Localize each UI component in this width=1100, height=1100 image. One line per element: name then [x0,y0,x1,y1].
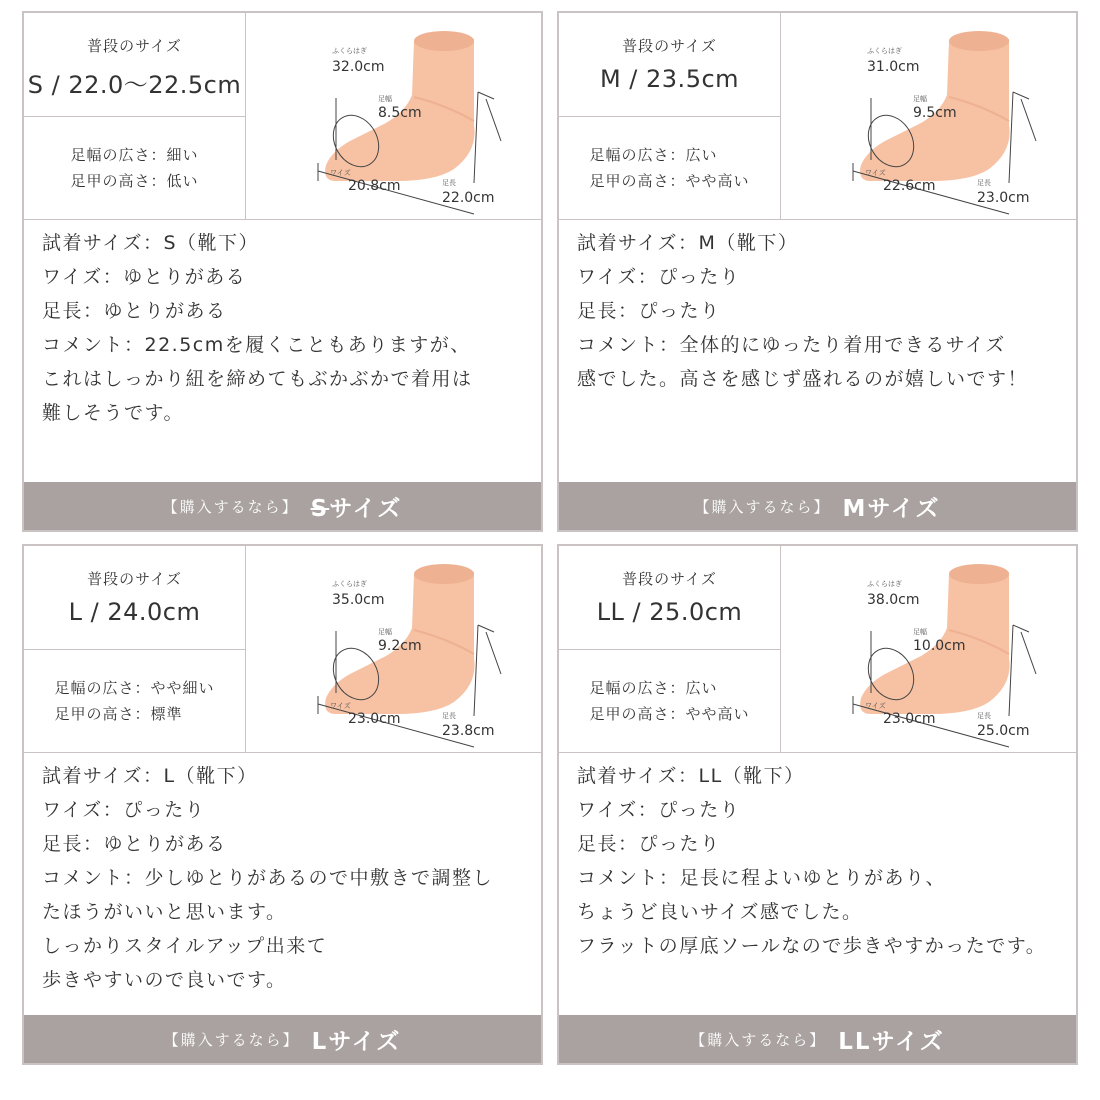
fit-info-cell [24,650,246,753]
review-line: 足長：ぴったり [577,833,721,855]
instep-height-line: 足甲の高さ：標準 [54,705,183,723]
size-card-s [22,11,543,532]
size-card-m [557,11,1078,532]
wise-value: 20.8cm [348,178,401,194]
review-line: 試着サイズ：L（靴下） [42,765,258,787]
calf-value: 38.0cm [867,592,920,608]
review-text [42,226,542,430]
foot-length-label: 足長 [977,179,991,187]
review-line: 足長：ゆとりがある [42,300,227,322]
review-line: フラットの厚底ソールなので歩きやすかったです。 [577,935,1047,957]
review-line: ワイズ：ぴったり [577,799,741,821]
review-line: 試着サイズ：M（靴下） [577,232,799,254]
review-line: コメント：少しゆとりがあるので中敷きで調整し [42,867,494,889]
buy-size: Lサイズ [311,1028,402,1055]
review-line: コメント：全体的にゆったり着用できるサイズ [577,334,1006,356]
usual-size-label: 普段のサイズ [622,37,717,55]
buy-recommendation-bar [559,1015,1076,1063]
usual-size-cell [559,13,781,117]
calf-value: 31.0cm [867,59,920,75]
review-line: 足長：ゆとりがある [42,833,227,855]
wise-label: ワイズ [865,169,886,177]
review-line: これはしっかり紐を締めてもぶかぶかで着用は [42,368,473,390]
foot-length-value: 22.0cm [442,190,495,206]
buy-recommendation-bar [24,482,541,530]
review-line: 難しそうです。 [42,402,184,424]
foot-width-value: 9.5cm [913,105,957,121]
instep-height-line: 足甲の高さ：やや高い [589,172,750,190]
foot-length-value: 23.8cm [442,723,495,739]
review-line: ちょうど良いサイズ感でした。 [577,901,863,923]
buy-size: Mサイズ [842,495,941,522]
buy-recommendation-bar [559,482,1076,530]
buy-size [311,490,403,523]
buy-size-prefix: S [310,495,330,522]
size-card-l [22,544,543,1065]
wise-label: ワイズ [865,702,886,710]
buy-label: 【購入するなら】 [162,497,299,516]
review-line: 感でした。高さを感じず盛れるのが嬉しいです！ [577,368,1029,390]
calf-label: ふくらはぎ [332,47,367,55]
usual-size-cell [559,546,781,650]
foot-diagram [246,546,541,753]
foot-width-label: 足幅 [913,628,927,636]
review-line: 歩きやすいので良いです。 [42,969,287,991]
foot-width-line: 足幅の広さ：広い [589,146,718,164]
foot-length-label: 足長 [977,712,991,720]
review-text [577,759,1077,963]
foot-width-line: 足幅の広さ：やや細い [54,679,215,697]
usual-size-value: L / 24.0cm [68,598,201,626]
review-line: ワイズ：ぴったり [42,799,206,821]
foot-width-line: 足幅の広さ：細い [70,146,199,164]
foot-length-value: 25.0cm [977,723,1030,739]
wise-value: 22.6cm [883,178,936,194]
wise-value: 23.0cm [348,711,401,727]
review-line: 足長：ぴったり [577,300,721,322]
review-line: ワイズ：ゆとりがある [42,266,247,288]
buy-label: 【購入するなら】 [163,1030,300,1049]
review-text [42,759,542,997]
calf-label: ふくらはぎ [332,580,367,588]
foot-length-value: 23.0cm [977,190,1030,206]
review-line: ワイズ：ぴったり [577,266,741,288]
buy-size: LLサイズ [838,1028,945,1055]
calf-value: 32.0cm [332,59,385,75]
buy-size-suffix: サイズ [329,495,403,522]
foot-length-label: 足長 [442,712,456,720]
foot-width-value: 10.0cm [913,638,966,654]
buy-label: 【購入するなら】 [690,1030,827,1049]
review-line: たほうがいいと思います。 [42,901,287,923]
usual-size-value: M / 23.5cm [599,65,740,93]
size-card-ll [557,544,1078,1065]
review-line: 試着サイズ：S（靴下） [42,232,260,254]
buy-label: 【購入するなら】 [694,497,831,516]
review-line: コメント：22.5cmを履くこともありますが、 [42,334,471,356]
foot-length-label: 足長 [442,179,456,187]
usual-size-value: S / 22.0〜22.5cm [27,71,242,99]
foot-width-label: 足幅 [378,95,392,103]
usual-size-label: 普段のサイズ [87,570,182,588]
foot-diagram [781,546,1076,753]
wise-label: ワイズ [330,702,351,710]
foot-width-label: 足幅 [913,95,927,103]
usual-size-label: 普段のサイズ [87,37,182,55]
review-line: コメント：足長に程よいゆとりがあり、 [577,867,947,889]
fit-info-cell [559,117,781,220]
calf-label: ふくらはぎ [867,47,902,55]
calf-value: 35.0cm [332,592,385,608]
usual-size-label: 普段のサイズ [622,570,717,588]
foot-width-line: 足幅の広さ：広い [589,679,718,697]
review-line: しっかりスタイルアップ出来て [42,935,328,957]
review-text [577,226,1077,396]
usual-size-cell [24,13,246,117]
buy-recommendation-bar [24,1015,541,1063]
foot-width-value: 8.5cm [378,105,422,121]
wise-value: 23.0cm [883,711,936,727]
fit-info-cell [24,117,246,220]
usual-size-cell [24,546,246,650]
wise-label: ワイズ [330,169,351,177]
foot-diagram [781,13,1076,220]
review-line: 試着サイズ：LL（靴下） [577,765,805,787]
usual-size-value: LL / 25.0cm [596,598,743,626]
foot-width-label: 足幅 [378,628,392,636]
instep-height-line: 足甲の高さ：やや高い [589,705,750,723]
instep-height-line: 足甲の高さ：低い [70,172,199,190]
calf-label: ふくらはぎ [867,580,902,588]
foot-width-value: 9.2cm [378,638,422,654]
foot-diagram [246,13,541,220]
fit-info-cell [559,650,781,753]
